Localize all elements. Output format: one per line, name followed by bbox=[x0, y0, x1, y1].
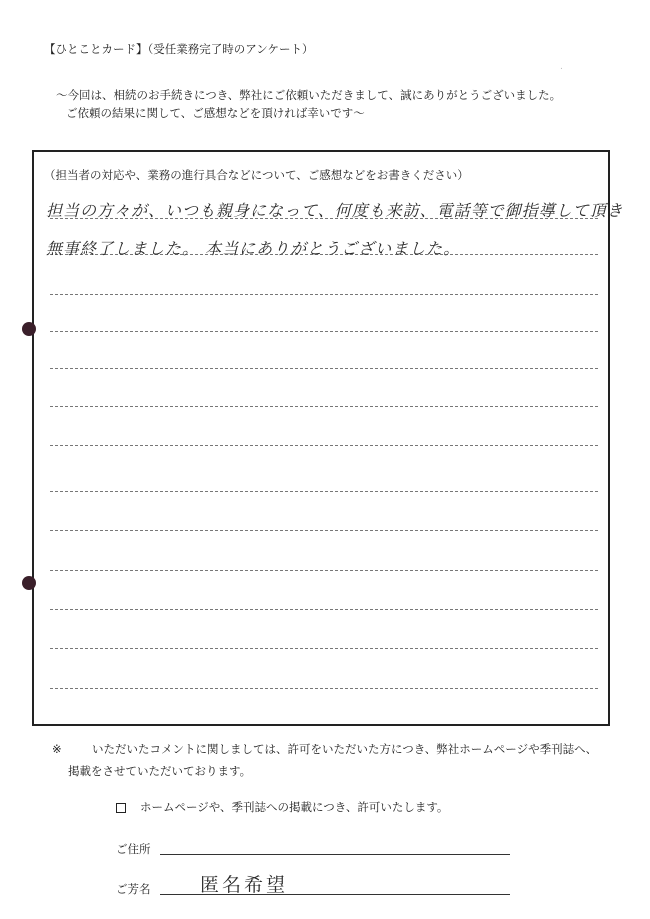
notice-mark: ※ bbox=[52, 742, 62, 756]
permission-label: ホームページや、季刊誌への掲載につき、許可いたします。 bbox=[140, 800, 449, 814]
ruled-line bbox=[50, 530, 598, 531]
permission-checkbox[interactable] bbox=[116, 803, 126, 813]
ruled-line bbox=[50, 331, 598, 332]
name-label: ご芳名 bbox=[116, 882, 151, 896]
name-value[interactable]: 匿名希望 bbox=[200, 874, 289, 896]
ruled-line bbox=[50, 570, 598, 571]
name-underline bbox=[160, 894, 510, 895]
notice-line-1: いただいたコメントに関しましては、許可をいただいた方につき、弊社ホームページや季刊誌へ、 bbox=[92, 742, 598, 756]
ruled-line bbox=[50, 294, 598, 295]
ruled-line bbox=[50, 491, 598, 492]
ruled-line bbox=[50, 445, 598, 446]
faint-mark: . bbox=[560, 62, 563, 72]
ruled-line bbox=[50, 609, 598, 610]
binder-hole bbox=[22, 322, 36, 336]
intro-line-2: ご依頼の結果に関して、ご感想などを頂ければ幸いです～ bbox=[66, 106, 365, 120]
intro-line-1: ～今回は、相続のお手続きにつき、弊社にご依頼いただきまして、誠にありがとうございました。 bbox=[56, 88, 562, 102]
ruled-line bbox=[50, 688, 598, 689]
address-label: ご住所 bbox=[116, 842, 151, 856]
address-underline bbox=[160, 854, 510, 855]
ruled-line bbox=[50, 648, 598, 649]
handwritten-comment-line-1: 担当の方々が、いつも親身になって、何度も来訪、電話等で御指導して頂き bbox=[46, 201, 624, 220]
form-title: 【ひとことカード】（受任業務完了時のアンケート） bbox=[44, 42, 314, 56]
binder-hole bbox=[22, 576, 36, 590]
notice-line-2: 掲載をさせていただいております。 bbox=[68, 764, 252, 778]
handwritten-comment-line-2: 無事終了しました。 本当にありがとうございました。 bbox=[46, 239, 461, 258]
ruled-line bbox=[50, 368, 598, 369]
comment-prompt: （担当者の対応や、業務の進行具合などについて、ご感想などをお書きください） bbox=[44, 168, 469, 182]
ruled-line bbox=[50, 406, 598, 407]
